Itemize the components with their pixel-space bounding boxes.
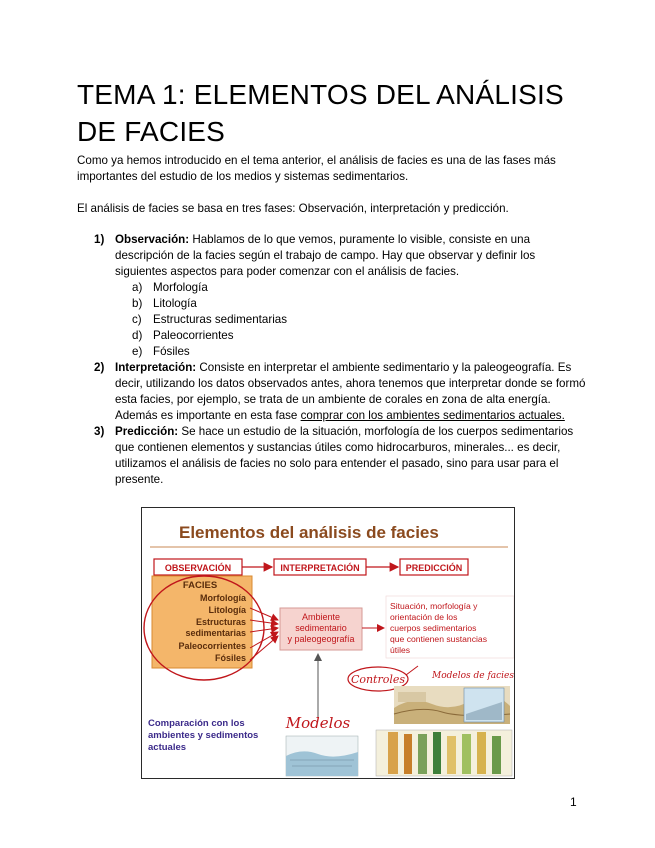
summary-paragraph: El análisis de facies se basa en tres fases: Observación, interpretación y predicción. bbox=[77, 202, 509, 215]
facies-diagram bbox=[142, 508, 515, 779]
facies-diagram-figure bbox=[141, 507, 515, 779]
facies-item: Estructuras bbox=[195, 617, 246, 627]
sublist-letter: a) bbox=[132, 281, 143, 294]
comparacion-line: actuales bbox=[148, 742, 187, 753]
prediccion-text-line: Situación, morfología y bbox=[390, 601, 478, 611]
sublist-item bbox=[115, 280, 589, 296]
sublist-item bbox=[115, 344, 589, 360]
controles-label: Controles bbox=[350, 673, 406, 686]
list-text: Consiste en interpretar el ambiente sedimentario y la paleogeografía. Es decir, utilizando los datos observados antes, ahora tenemos que interpretar donde se formó esta facies, por ejemplo, se trata de un ambiente de corales en zona de alta energía. Además es importante en esta fase bbox=[115, 361, 586, 422]
sublist-letter: c) bbox=[132, 313, 142, 326]
prediccion-text-line: útiles bbox=[390, 645, 411, 655]
prediccion-text-line: orientación de los bbox=[390, 612, 458, 622]
ambiente-line: sedimentario bbox=[295, 623, 347, 633]
observacion-label: OBSERVACIÓN bbox=[164, 563, 232, 573]
sublist-item bbox=[115, 328, 589, 344]
list-item-prediccion bbox=[94, 424, 589, 488]
page-title: TEMA 1: ELEMENTOS DEL ANÁLISIS DE FACIES bbox=[77, 79, 564, 147]
facies-item: Paleocorrientes bbox=[178, 641, 246, 651]
list-number: 2) bbox=[94, 361, 105, 374]
sublist-text: Litología bbox=[153, 297, 197, 310]
modelos-label: Modelos bbox=[285, 714, 351, 732]
underlined-text: comprar con los ambientes sedimentarios actuales. bbox=[300, 409, 565, 422]
list-number: 3) bbox=[94, 425, 105, 438]
facies-item: sedimentarias bbox=[185, 628, 246, 638]
comparacion-line: ambientes y sedimentos bbox=[148, 730, 259, 741]
list-text: Se hace un estudio de la situación, morfología de los cuerpos sedimentarios que contienen elementos y sustancias útiles como hidrocarburos, minerales... es decir, utilizamos el análisis de facies no solo para entender el pasado, sino para usar para el presente. bbox=[115, 425, 574, 486]
list-item-interpretacion bbox=[94, 360, 589, 424]
intro-paragraph: Como ya hemos introducido en el tema anterior, el análisis de facies es una de las fases más importantes del estudio de los medios y sistemas sedimentarios. bbox=[77, 154, 556, 183]
list-item-observacion bbox=[94, 232, 589, 360]
phases-list bbox=[94, 232, 589, 488]
prediccion-text-line: que contienen sustancias bbox=[390, 634, 487, 644]
prediccion-label: PREDICCIÓN bbox=[405, 563, 463, 573]
modelos-facies-illustration bbox=[394, 686, 510, 724]
modelos-facies-label: Modelos de facies bbox=[432, 671, 515, 681]
interpretacion-label: INTERPRETACIÓN bbox=[280, 563, 360, 573]
observacion-sublist bbox=[115, 280, 589, 360]
stratigraphic-columns bbox=[376, 730, 512, 776]
diagram-title: Elementos del análisis de facies bbox=[179, 523, 439, 542]
prediccion-text-line: cuerpos sedimentarios bbox=[390, 623, 477, 633]
list-term: Predicción: bbox=[115, 425, 179, 438]
sublist-letter: b) bbox=[132, 297, 143, 310]
sublist-text: Fósiles bbox=[153, 345, 190, 358]
page-number: 1 bbox=[570, 795, 577, 809]
facies-item: Fósiles bbox=[214, 653, 246, 663]
list-text: Hablamos de lo que vemos, puramente lo visible, consiste en una descripción de la facies según el trabajo de campo. Hay que observar y definir los siguientes aspectos para poder comenzar con el análisis de facies. bbox=[115, 233, 536, 278]
list-term: Observación: bbox=[115, 233, 190, 246]
sublist-item bbox=[115, 312, 589, 328]
environment-sketch bbox=[286, 736, 358, 776]
list-term: Interpretación: bbox=[115, 361, 197, 374]
facies-item: Morfología bbox=[200, 593, 246, 603]
comparacion-line: Comparación con los bbox=[148, 718, 245, 729]
sublist-item bbox=[115, 296, 589, 312]
ambiente-line: y paleogeografía bbox=[287, 634, 355, 644]
facies-header: FACIES bbox=[182, 580, 218, 591]
sublist-letter: d) bbox=[132, 329, 143, 342]
list-number: 1) bbox=[94, 233, 105, 246]
sublist-letter: e) bbox=[132, 345, 143, 358]
sublist-text: Paleocorrientes bbox=[153, 329, 234, 342]
sublist-text: Estructuras sedimentarias bbox=[153, 313, 288, 326]
sublist-text: Morfología bbox=[153, 281, 208, 294]
ambiente-line: Ambiente bbox=[301, 612, 341, 622]
facies-item: Litología bbox=[208, 605, 246, 615]
